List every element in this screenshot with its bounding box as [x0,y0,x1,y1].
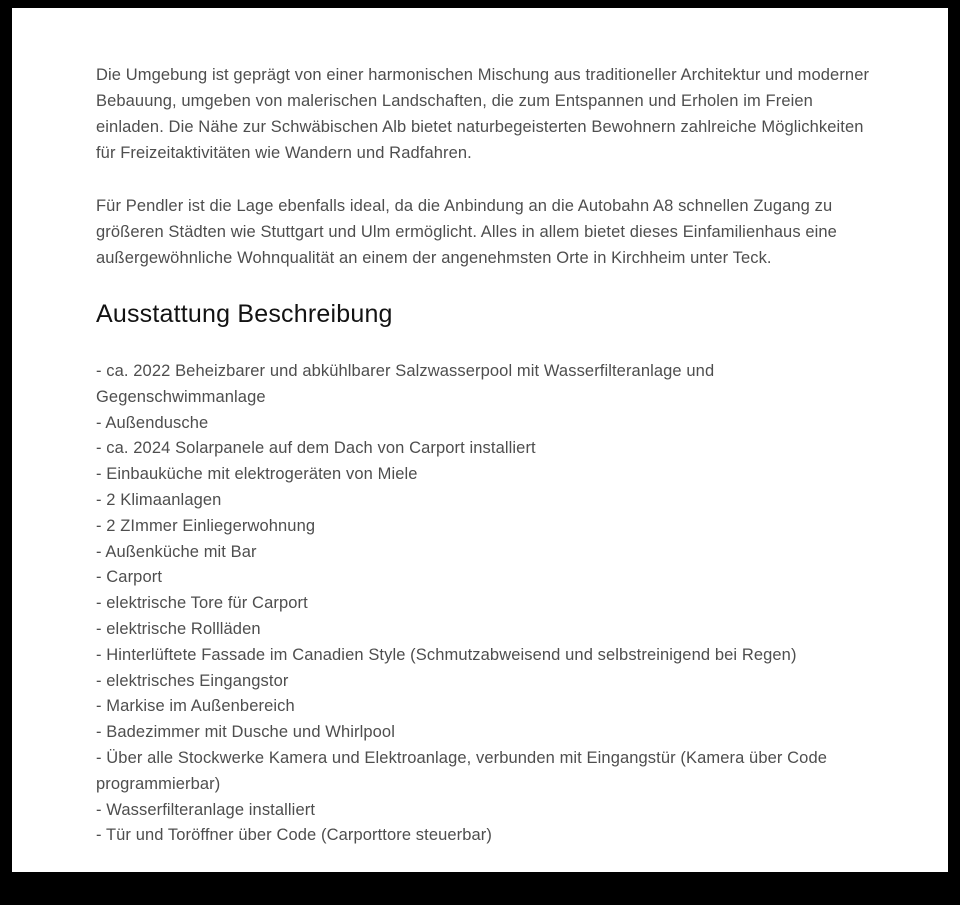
feature-item: - 2 Klimaanlagen [96,490,222,509]
feature-item: - Carport [96,568,162,587]
feature-item: - Hinterlüftete Fassade im Canadien Style (Schmutzabweisend und selbstreinigend bei Regen) [96,645,797,664]
feature-item: - ca. 2024 Solarpanele auf dem Dach von Carport installiert [96,439,536,458]
feature-item: - elektrisches Eingangstor [96,671,289,690]
paragraph-surroundings: Die Umgebung ist geprägt von einer harmonischen Mischung aus traditioneller Architektur und moderner Bebauung, umgeben von malerischen Landschaften, die zum Entspannen und Erholen im Freien einladen. Die Nähe zur Schwäbischen Alb bietet naturbegeisterten Bewohnern zahlreiche Möglichkeiten für Freizeitaktivitäten wie Wandern und Radfahren. [96,66,870,162]
feature-item: - Wasserfilteranlage installiert [96,800,315,819]
feature-item: - Tür und Toröffner über Code (Carporttore steuerbar) [96,826,492,845]
feature-item: - Über alle Stockwerke Kamera und Elektroanlage, verbunden mit Eingangstür (Kamera über Code programmierbar) [96,748,827,793]
listing-page [12,8,948,872]
feature-item: - Außendusche [96,413,209,432]
feature-item: - 2 ZImmer Einliegerwohnung [96,516,316,535]
feature-item: - Außenküche mit Bar [96,542,257,561]
feature-item: - elektrische Rollläden [96,619,261,638]
feature-item: - Einbauküche mit elektrogeräten von Miele [96,465,418,484]
text-column [96,62,870,849]
feature-item: - elektrische Tore für Carport [96,594,308,613]
section-heading-ausstattung: Ausstattung Beschreibung [96,300,393,328]
paragraph-commuters: Für Pendler ist die Lage ebenfalls ideal, da die Anbindung an die Autobahn A8 schnellen Zugang zu größeren Städten wie Stuttgart und Ulm ermöglicht. Alles in allem bietet dieses Einfamilienhaus eine außergewöhnliche Wohnqualität an einem der angenehmsten Orte in Kirchheim unter Teck. [96,197,837,267]
feature-item: - Badezimmer mit Dusche und Whirlpool [96,723,395,742]
feature-item: - Markise im Außenbereich [96,697,295,716]
feature-list [96,359,870,849]
location-description [96,62,870,271]
listing-content [12,8,948,849]
feature-item: - ca. 2022 Beheizbarer und abkühlbarer Salzwasserpool mit Wasserfilteranlage und Gegenschwimmanlage [96,362,715,406]
